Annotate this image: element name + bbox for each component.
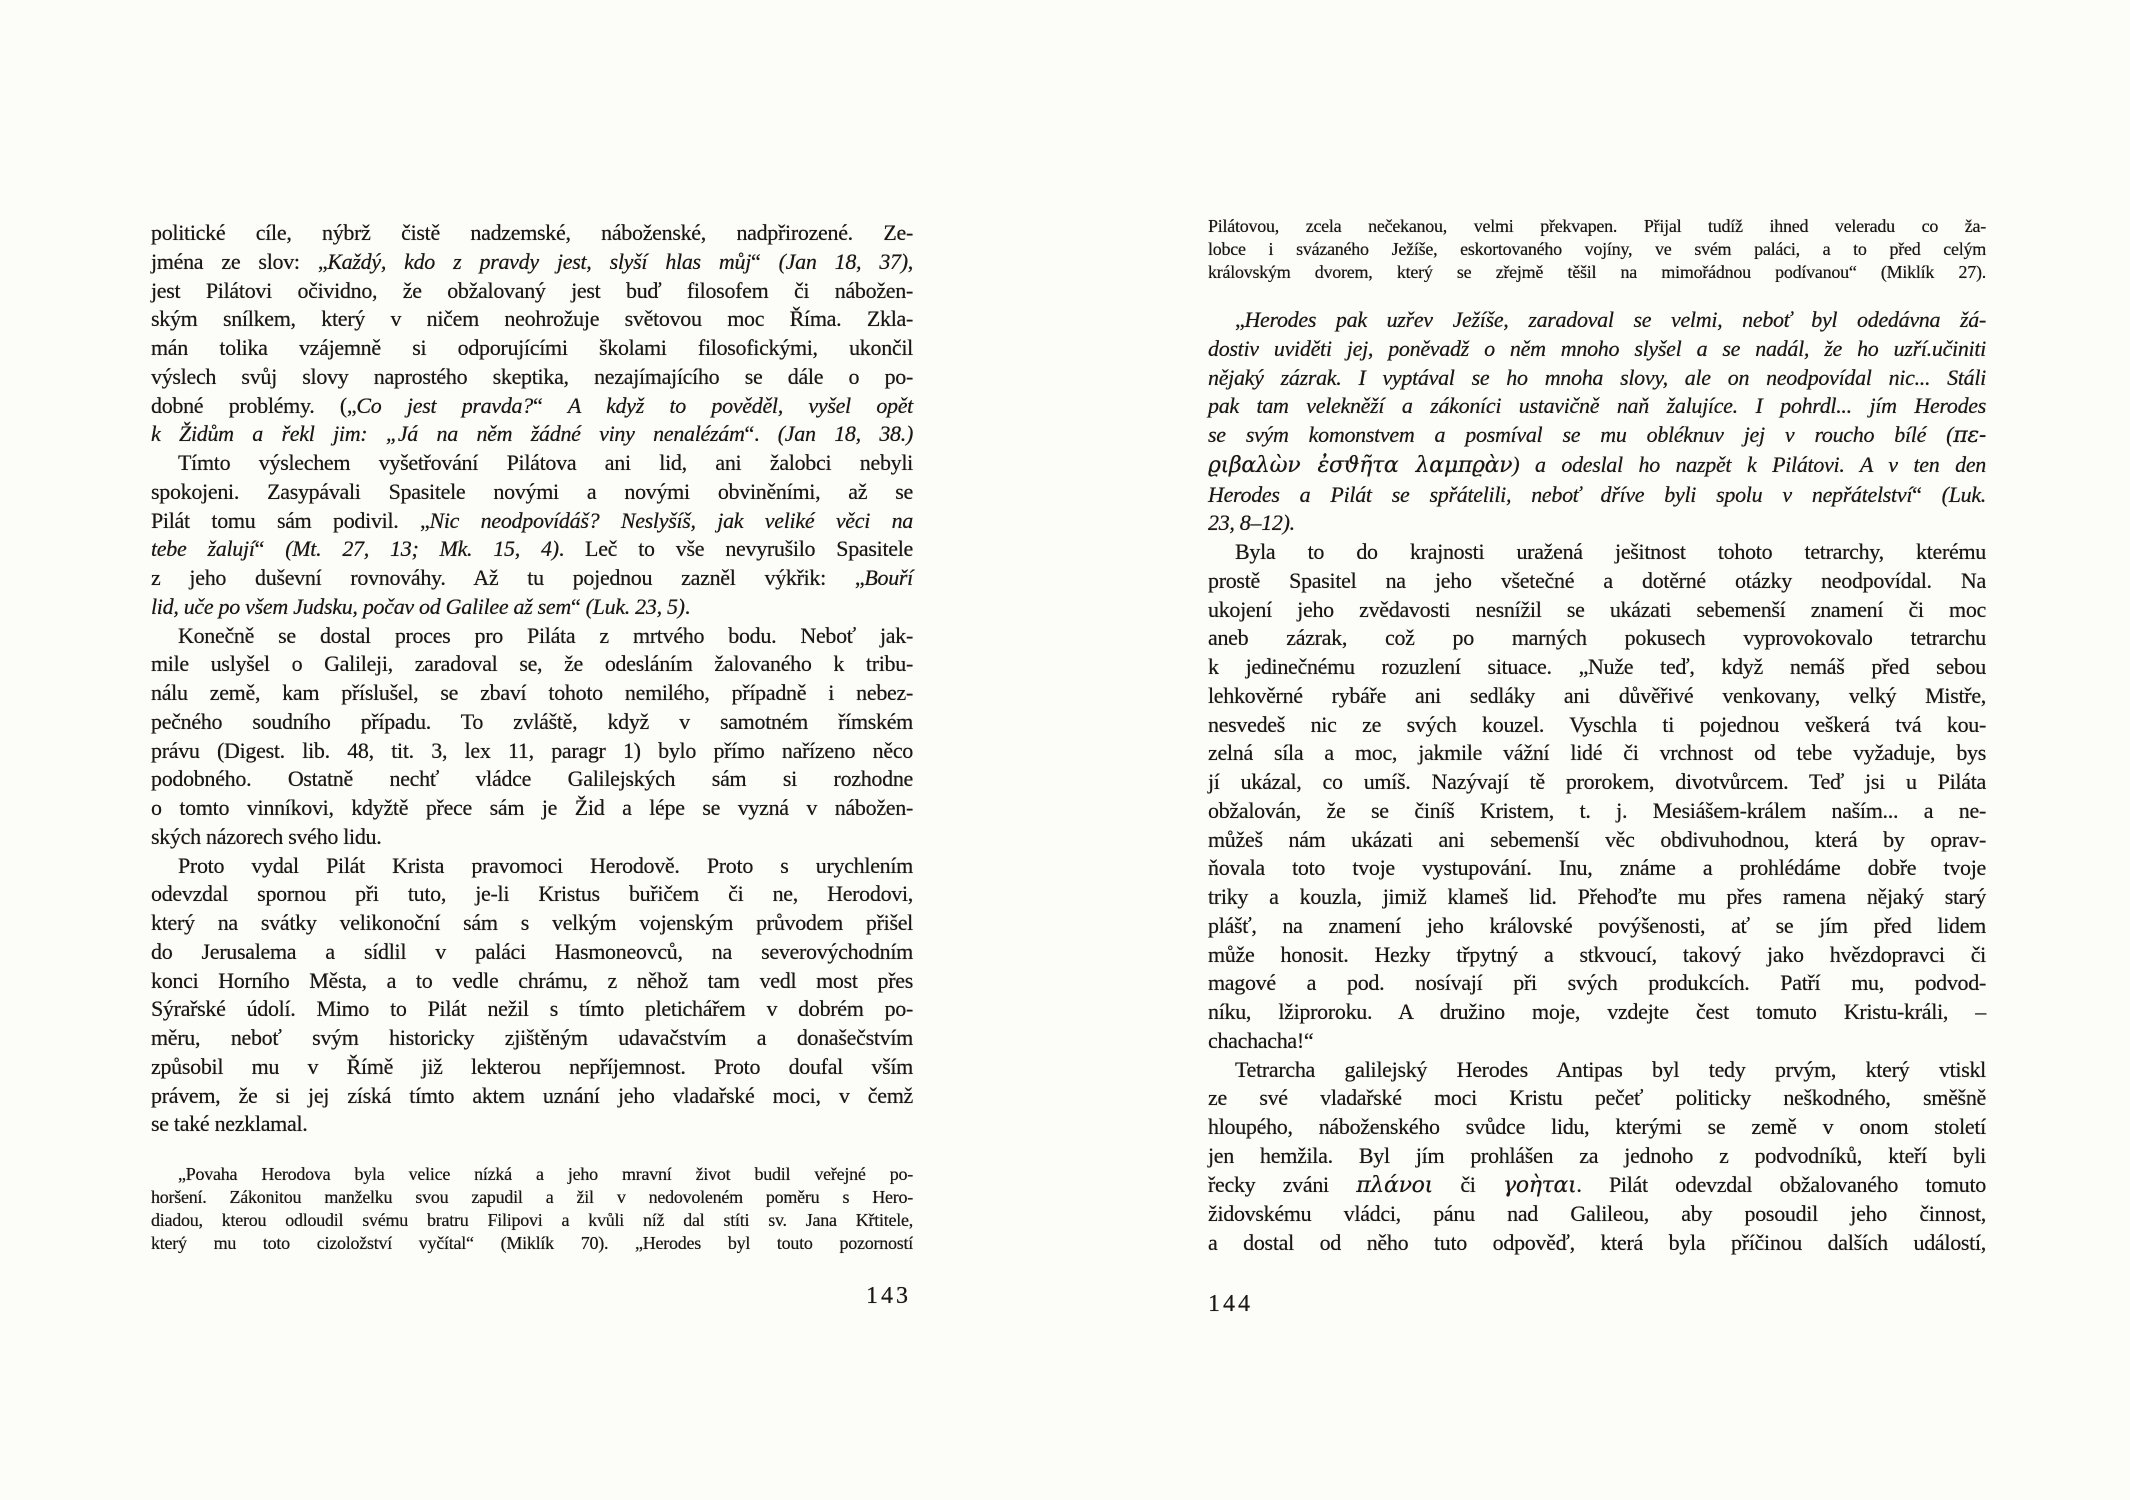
text-line: jest Pilátovi očividno, že obžalovaný jest buď filosofem či nábožen- — [151, 277, 913, 303]
text-line: magové a pod. nosívají při svých produkcích. Patří mu, podvod- — [1208, 970, 1986, 996]
text-line: k Židům a řekl jim: „Já na něm žádné viny nenalézám“. (Jan 18, 38.) — [151, 421, 913, 447]
text-line: se svým komonstvem a posmíval se mu obléknuv jej v roucho bílé (πε- — [1208, 422, 1986, 448]
text-line: konci Horního Města, a to vedle chrámu, z něhož tam vedl most přes — [151, 967, 913, 993]
text-line: královským dvorem, který se zřejmě těšil na mimořádnou podívanou“ (Miklík 27). — [1208, 262, 1986, 282]
text-line: pak tam velekněží a zákoníci ustavičně naň žalujíce. I pohrdl... jím Herodes — [1208, 393, 1986, 419]
text-line: 23, 8–12). — [1208, 510, 1295, 536]
text-line: židovskému vládci, pánu nad Galileou, aby posoudil jeho činnost, — [1208, 1201, 1986, 1227]
text-line: ukojení jeho zvědavosti nesnížil se ukázati sebemenší znamení či moc — [1208, 596, 1986, 622]
text-line: ských názorech svého lidu. — [151, 823, 382, 849]
text-line: Byla to do krajnosti uražená ješitnost tohoto tetrarchy, kterému — [1235, 539, 1986, 564]
text-line: o tomto vinníkovi, kdyžtě přece sám je Žid a lépe se vyzná v nábožen- — [151, 795, 913, 820]
text-line: k jedinečnému rozuzlení situace. „Nuže teď, když nemáš před sebou — [1208, 654, 1986, 679]
text-line: lobce i svázaného Ježíše, eskortovaného vojíny, ve svém paláci, a to před celým — [1208, 239, 1986, 259]
text-line: mán tolika vzájemně si odporujícími školami filosofickými, ukončil — [151, 335, 913, 360]
text-line: Tímto výslechem vyšetřování Pilátova ani lid, ani žalobci nebyli — [178, 450, 913, 475]
body-block — [151, 852, 913, 1140]
text-line: horšení. Zákonitou manželku svou zapudil a žil v nedovoleném poměru s Hero- — [151, 1187, 913, 1207]
text-line: chachacha!“ — [1208, 1027, 1314, 1053]
text-line: prostě Spasitel na jeho všetečné a dotěrné otázky neodpovídal. Na — [1208, 567, 1986, 593]
text-line: „Povaha Herodova byla velice nízká a jeho mravní život budil veřejné po- — [178, 1164, 913, 1184]
text-line: mile uslyšel o Galileji, zaradoval se, že odesláním žalovaného k tribu- — [151, 651, 913, 677]
text-line: ϱιβαλὼν ἐσϑῆτα λαμπϱὰν) a odeslal ho nazpět k Pilátovi. A v ten den — [1208, 451, 1986, 478]
page-left — [151, 219, 913, 1311]
text-line: nesvedeš nic ze svých kouzel. Vyschla ti pojednou veškerá tvá kou- — [1208, 711, 1986, 737]
text-line: může honosit. Hezky třpytný a stkvoucí, takový jako hvězdopravci či — [1208, 941, 1986, 967]
text-line: aneb zázrak, což po marných pokusech vyprovokovalo tetrarchu — [1208, 625, 1986, 651]
text-line: politické cíle, nýbrž čistě nadzemské, náboženské, nadpřirozené. Ze- — [151, 220, 913, 245]
text-line: a dostal od něho tuto odpověď, která byla příčinou dalších událostí, — [1208, 1230, 1986, 1255]
text-line: právu (Digest. lib. 48, tit. 3, lex 11, paragr 1) bylo přímo nařízeno něco — [151, 737, 913, 763]
text-line: Pilátovou, zcela nečekanou, velmi překvapen. Přijal tudíž ihned veleradu co ža- — [1208, 216, 1986, 236]
text-line: podobného. Ostatně nechť vládce Galilejských sám si rozhodne — [151, 766, 913, 792]
text-line: jí ukázal, co umíš. Nazývají tě prorokem, divotvůrcem. Teď jsi u Piláta — [1208, 769, 1986, 794]
text-line: do Jerusalema a sídlil v paláci Hasmoneovců, na severovýchodním — [151, 938, 913, 964]
text-line: Tetrarcha galilejský Herodes Antipas byl tedy prvým, který vtiskl — [1235, 1056, 1986, 1082]
text-line: hloupého, náboženského svůdce lidu, kterými se země v onom století — [1208, 1114, 1986, 1139]
footnote-block — [151, 1163, 913, 1255]
text-line: měru, neboť svým historicky zjištěným udavačstvím a donašečstvím — [151, 1025, 913, 1050]
footnote-block — [1208, 215, 1986, 284]
text-line: ňovala toto tvoje vystupování. Inu, známe a prohlédáme dobře tvoje — [1208, 855, 1986, 881]
text-line: Pilát tomu sám podivil. „Nic neodpovídáš? Neslyšíš, jak veliké věci na — [151, 507, 913, 533]
body-block — [151, 449, 913, 622]
text-line: dostiv uviděti jej, poněvadž o něm mnoho slyšel a se nadál, že ho uzří.učiniti — [1208, 335, 1986, 361]
text-line: „Herodes pak uzřev Ježíše, zaradoval se velmi, neboť byl odedávna žá- — [1235, 307, 1986, 332]
text-line: diadou, kterou odloudil svému bratru Filipovi a kvůli níž dal stíti sv. Jana Křtitele, — [151, 1210, 913, 1230]
text-line: Proto vydal Pilát Krista pravomoci Herodově. Proto s urychlením — [178, 852, 913, 878]
text-line: Sýrařské údolí. Mimo to Pilát nežil s tímto pletichářem v dobrém po- — [151, 996, 913, 1022]
body-block — [1208, 538, 1986, 1056]
text-line: dobné problémy. („Co jest pravda?“ A když to pověděl, vyšel opět — [151, 392, 913, 418]
page-number-left: 143 — [866, 1283, 911, 1309]
text-line: způsobil mu v Římě již lekterou nepříjemnost. Proto doufal vším — [151, 1053, 913, 1079]
text-line: řecky zváni πλάνοι či γοὴται. Pilát odevzdal obžalovaného tomuto — [1208, 1171, 1987, 1198]
text-line: jména ze slov: „Každý, kdo z pravdy jest, slyší hlas můj“ (Jan 18, 37), — [151, 248, 913, 274]
text-line: ským snílkem, který v ničem neohrožuje světovou moc Říma. Zkla- — [151, 306, 913, 332]
body-block — [1208, 1056, 1986, 1258]
text-line: lid, uče po všem Judsku, počav od Galilee až sem“ (Luk. 23, 5). — [151, 593, 690, 619]
text-line: který na svátky velikonoční sám s velkým vojenským průvodem přišel — [151, 910, 913, 935]
text-line: tebe žalují“ (Mt. 27, 13; Mk. 15, 4). Leč to vše nevyrušilo Spasitele — [151, 536, 914, 562]
text-line: z jeho duševní rovnováhy. Až tu pojednou zazněl výkřik: „Bouří — [151, 565, 913, 590]
text-line: se také nezklamal. — [151, 1111, 308, 1137]
text-line: zelná síla a moc, jakmile vážní lidé či vrchnost od tebe vyžaduje, bys — [1208, 740, 1986, 766]
text-line: ze své vladařské moci Kristu pečeť politicky neškodného, směšně — [1208, 1085, 1986, 1111]
text-line: jen hemžila. Byl jím prohlášen za jednoho z podvodníků, kteří byli — [1208, 1142, 1986, 1168]
text-line: můžeš nám ukázati ani sebemenší věc obdivuhodnou, která by oprav- — [1208, 826, 1986, 852]
text-line: výslech svůj slovy naprostého skeptika, nezajímajícího se dále o po- — [151, 363, 913, 389]
page-right — [1208, 215, 1986, 1319]
text-line: pečného soudního případu. To zvláště, když v samotném římském — [151, 708, 913, 734]
text-line: Herodes a Pilát se spřátelili, neboť dříve byli spolu v nepřátelství“ (Luk. — [1208, 481, 1986, 507]
text-line: níku, lžiproroku. A družino moje, vzdejte čest tomuto Kristu-králi, – — [1208, 999, 1986, 1024]
text-line: odevzdal spornou při tuto, je-li Kristus buřičem či ne, Herodovi, — [151, 881, 913, 907]
right-page-lines — [1208, 215, 1986, 1258]
quote-block — [1208, 306, 1986, 538]
text-line: Konečně se dostal proces pro Piláta z mrtvého bodu. Neboť jak- — [178, 622, 913, 648]
text-line: který mu toto cizoložství vyčítal“ (Miklík 70). „Herodes byl touto pozorností — [151, 1233, 913, 1253]
body-block — [151, 219, 913, 449]
text-line: triky a kouzla, jimiž klameš lid. Přehoďte mu přes ramena nějaký starý — [1208, 884, 1986, 909]
text-line: nálu země, kam příslušel, se zbaví tohoto nemilého, případně i nebez- — [151, 680, 913, 705]
text-line: nějaký zázrak. I vyptával se ho mnoha slovy, ale on neodpovídal nic... Stáli — [1208, 364, 1986, 390]
text-line: právem, že si jej získá tímto aktem uznání jeho vladařské moci, v čemž — [151, 1082, 913, 1108]
page-number-right: 144 — [1208, 1290, 1253, 1317]
text-line: lehkověrné rybáře ani sedláky ani důvěřivé venkovany, velký Mistře, — [1208, 682, 1986, 708]
body-block — [151, 622, 913, 852]
text-line: plášť, na znamení jeho královské povýšenosti, ať se jím před lidem — [1208, 912, 1986, 938]
text-line: spokojeni. Zasypávali Spasitele novými a novými obviněními, až se — [151, 478, 913, 504]
left-page-lines — [151, 219, 913, 1255]
text-line: obžalován, že se činíš Kristem, t. j. Mesiášem-králem naším... a ne- — [1208, 797, 1986, 823]
